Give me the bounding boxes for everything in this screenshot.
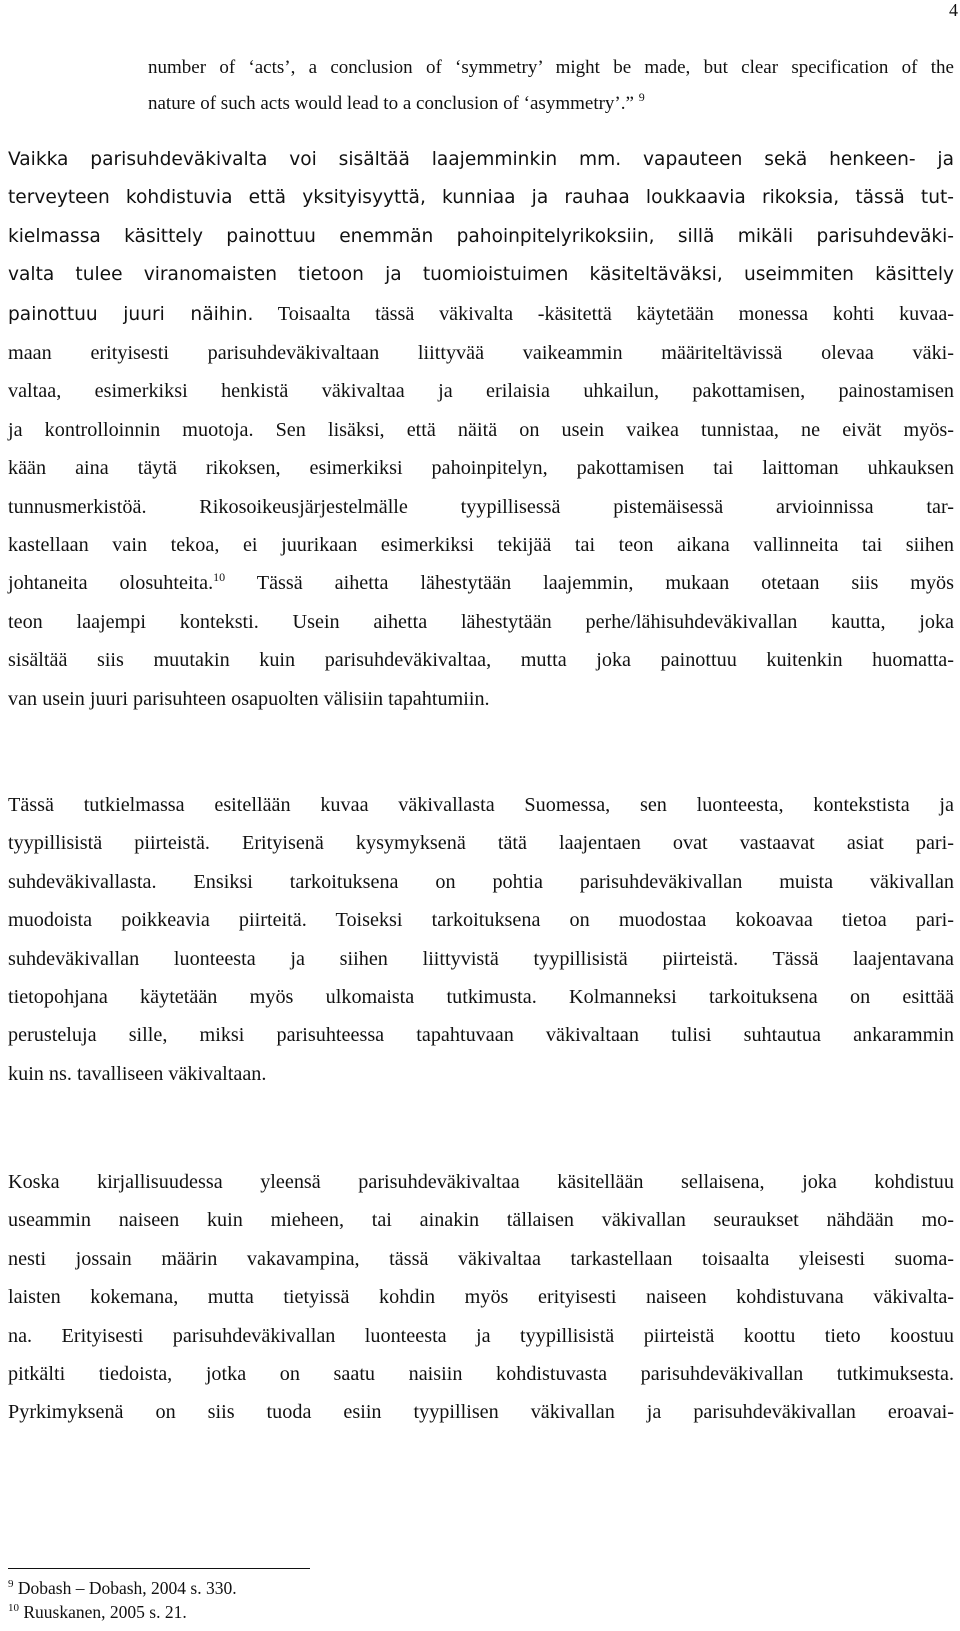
quote-line <box>148 86 954 122</box>
paragraph-3 <box>8 1163 954 1432</box>
text-segment: Toisaalta tässä väkivalta -käsitettä käytetään monessa kohti kuvaa- <box>253 302 954 325</box>
text-line: suhdeväkivallasta. Ensiksi tarkoituksena on pohtia parisuhdeväkivallan muista väkivallan <box>8 870 954 893</box>
text-line: ja kontrolloinnin muotoja. Sen lisäksi, että näitä on usein vaikea tunnistaa, ne eivät myös- <box>8 418 954 441</box>
text-line: Pyrkimyksenä on siis tuoda esiin tyypillisen väkivallan ja parisuhdeväkivallan eroavai- <box>8 1401 954 1424</box>
text-line <box>8 295 954 334</box>
page-number: 4 <box>949 0 958 20</box>
footnote-text: Ruuskanen, 2005 s. 21. <box>19 1602 187 1622</box>
text-line: tietopohjana käytetään myös ulkomaista tutkimusta. Kolmanneksi tarkoituksena on esittää <box>8 986 954 1009</box>
text-line: perusteluja sille, miksi parisuhteessa tapahtuvaan väkivaltaan tulisi suhtautua ankarammin <box>8 1024 954 1047</box>
footnotes <box>8 1576 237 1624</box>
quote-line-text: nature of such acts would lead to a conclusion of ‘asymmetry’.” <box>148 93 634 114</box>
text-line: tyypillisistä piirteistä. Erityisenä kysymyksenä tätä laajentaen ovat vastaavat asiat pari- <box>8 832 954 855</box>
footnote-number: 10 <box>8 1602 19 1614</box>
paragraph-1 <box>8 141 954 718</box>
footnote-number: 9 <box>8 1578 14 1590</box>
footnote-9 <box>8 1576 237 1600</box>
text-line: Vaikka parisuhdeväkivalta voi sisältää laajemminkin mm. vapauteen sekä henkeen- ja <box>8 149 954 170</box>
footnote-ref-10[interactable]: 10 <box>213 570 226 585</box>
text-line: valta tulee viranomaisten tietoon ja tuomioistuimen käsiteltäväksi, useimmiten käsittely <box>8 264 954 286</box>
text-line: laisten kokemana, mutta tietyissä kohdin myös erityisesti naiseen kohdistuvana väkivalta- <box>8 1286 954 1309</box>
quote-line: number of ‘acts’, a conclusion of ‘symmetry’ might be made, but clear specification of the <box>148 57 954 78</box>
paragraph-2 <box>8 786 954 1093</box>
block-quote <box>148 50 954 122</box>
text-line: kastellaan vain tekoa, ei juurikaan esimerkiksi tekijää tai teon aikana vallinneita tai siihen <box>8 534 954 557</box>
text-segment: painottuu juuri näihin. <box>8 303 254 325</box>
text-line: muodoista poikkeavia piirteitä. Toiseksi tarkoituksena on muodostaa kokoavaa tietoa pari- <box>8 909 954 932</box>
footnote-ref-9[interactable]: 9 <box>638 90 645 104</box>
text-line: tunnusmerkistöä. Rikosoikeusjärjestelmälle tyypillisessä pistemäisessä arvioinnissa tar- <box>8 495 954 518</box>
text-line: sisältää siis muutakin kuin parisuhdeväkivaltaa, mutta joka painottuu kuitenkin huomatta- <box>8 649 954 672</box>
text-line: maan erityisesti parisuhdeväkivaltaan liittyvää vaikeammin määriteltävissä olevaa väki- <box>8 342 954 365</box>
footnote-text: Dobash – Dobash, 2004 s. 330. <box>13 1578 237 1598</box>
text-segment: johtaneita olosuhteita. <box>8 572 214 595</box>
text-line: kielmassa käsittely painottuu enemmän pahoinpitelyrikoksiin, sillä mikäli parisuhdeväki- <box>8 225 954 247</box>
text-line <box>8 564 954 602</box>
text-segment: Tässä aihetta lähestytään laajemmin, mukaan otetaan siis myös <box>225 572 954 595</box>
text-line: valtaa, esimerkiksi henkistä väkivaltaa ja erilaisia uhkailun, pakottamisen, painostamisen <box>8 380 954 403</box>
footnote-divider <box>8 1568 310 1569</box>
text-line: kuin ns. tavalliseen väkivaltaan. <box>8 1062 267 1085</box>
text-line: useammin naiseen kuin mieheen, tai ainakin tällaisen väkivallan seuraukset nähdään mo- <box>8 1209 954 1232</box>
footnote-10 <box>8 1600 237 1624</box>
text-line: suhdeväkivallan luonteesta ja siihen liittyvistä tyypillisistä piirteistä. Tässä laajentavana <box>8 947 954 970</box>
text-line: pitkälti tiedoista, jotka on saatu naisiin kohdistuvasta parisuhdeväkivallan tutkimuksesta. <box>8 1363 954 1386</box>
text-line: na. Erityisesti parisuhdeväkivallan luonteesta ja tyypillisistä piirteistä koottu tieto koostuu <box>8 1324 954 1347</box>
text-line: terveyteen kohdistuvia että yksityisyyttä, kunniaa ja rauhaa loukkaavia rikoksia, tässä tut- <box>8 187 954 209</box>
text-line: Tässä tutkielmassa esitellään kuvaa väkivallasta Suomessa, sen luonteesta, kontekstista ja <box>8 794 954 816</box>
text-line: van usein juuri parisuhteen osapuolten välisiin tapahtumiin. <box>8 687 490 710</box>
text-line: teon laajempi konteksti. Usein aihetta lähestytään perhe/lähisuhdeväkivallan kautta, joka <box>8 610 954 633</box>
text-line: kään aina täytä rikoksen, esimerkiksi pahoinpitelyn, pakottamisen tai laittoman uhkauksen <box>8 457 954 480</box>
text-line: Koska kirjallisuudessa yleensä parisuhdeväkivaltaa käsitellään sellaisena, joka kohdistuu <box>8 1171 954 1193</box>
text-line: nesti jossain määrin vakavampina, tässä väkivaltaa tarkastellaan toisaalta yleisesti suoma- <box>8 1247 954 1270</box>
